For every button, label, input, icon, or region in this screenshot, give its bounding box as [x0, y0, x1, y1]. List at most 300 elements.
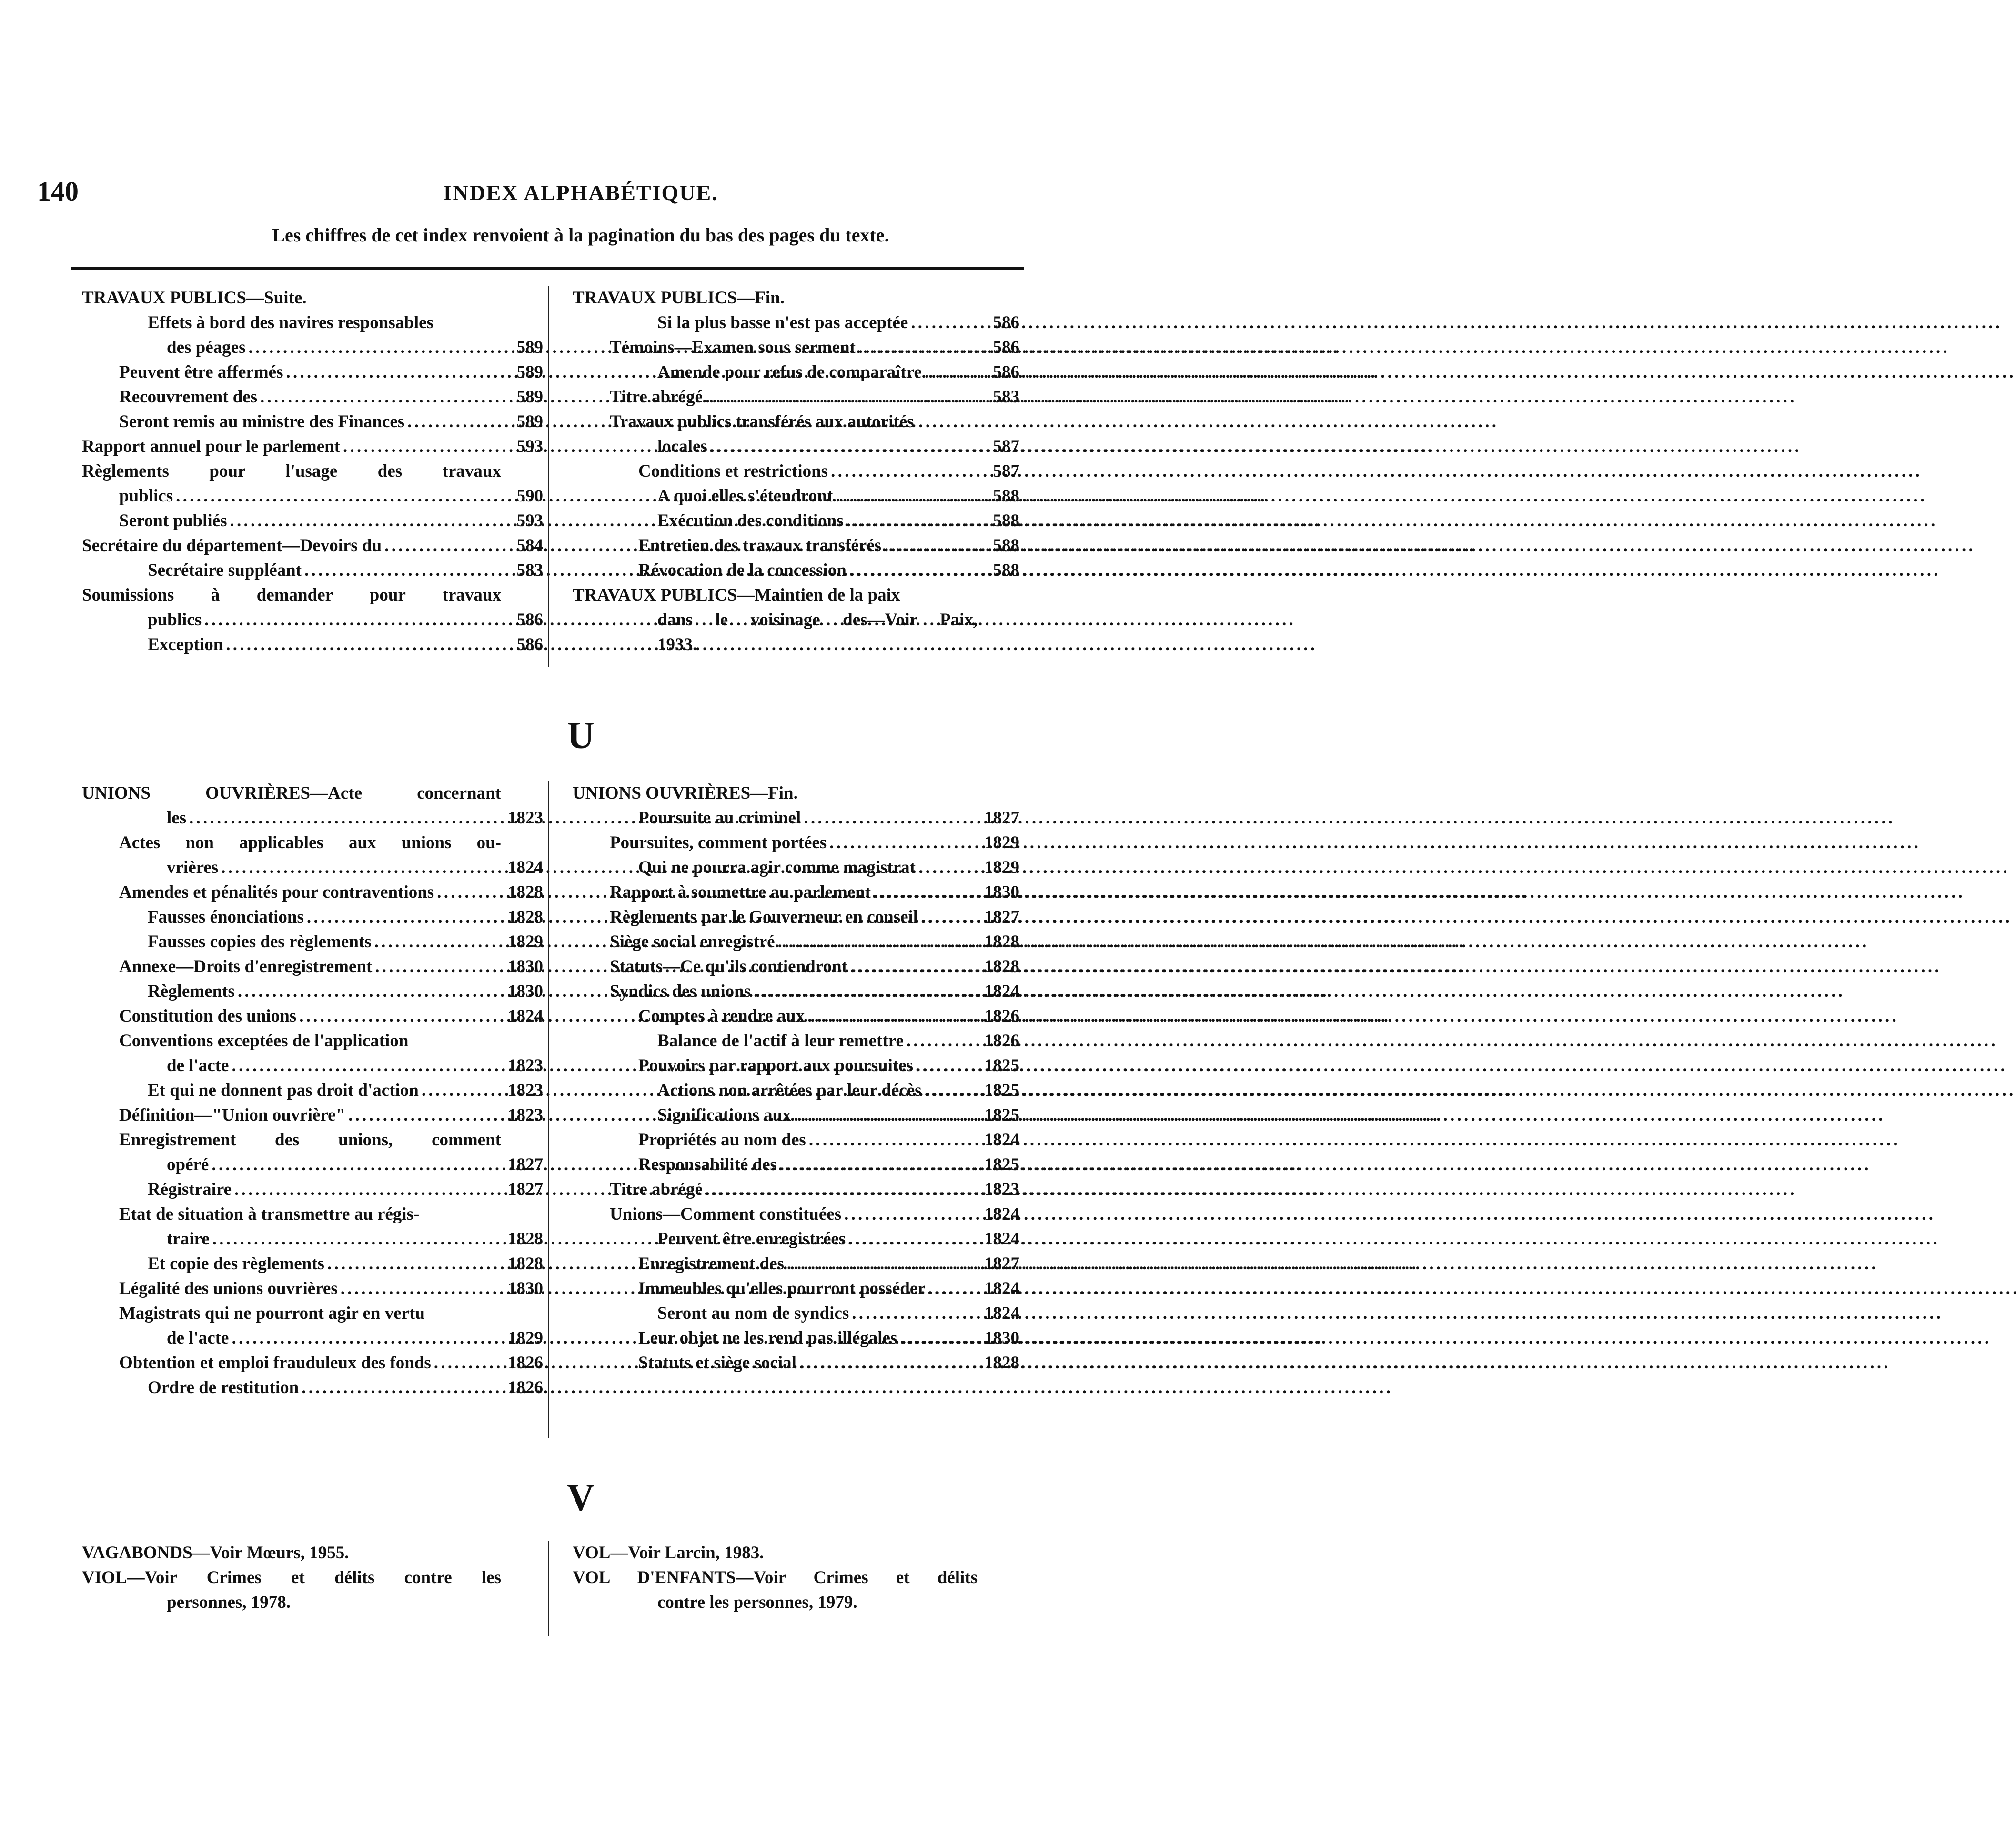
- entry-text: Fausses énonciations: [148, 907, 304, 927]
- entry-text: Propriétés au nom des: [638, 1130, 806, 1150]
- entry-text: Peuvent être enregistrées: [657, 1229, 846, 1249]
- index-entry: [71, 880, 543, 905]
- index-entry: [562, 533, 1019, 558]
- entry-text: de l'acte: [167, 1328, 229, 1348]
- entry-text: Enregistrement des unions, comment: [119, 1130, 501, 1150]
- index-entry: [562, 930, 1019, 954]
- dot-leader: [847, 509, 978, 533]
- dot-leader: [226, 632, 501, 657]
- dot-leader: [204, 608, 501, 632]
- entry-text: publics: [148, 610, 202, 630]
- entry-page-number: 1824: [984, 982, 1019, 1001]
- section-letter-u: U: [567, 715, 595, 757]
- dot-leader: [189, 806, 501, 831]
- entry-page-number: 1824: [508, 1006, 543, 1026]
- entry-text: Responsabilité des: [638, 1155, 777, 1174]
- index-entry: [562, 1565, 1019, 1590]
- dot-leader: [884, 533, 978, 558]
- index-entry: [71, 484, 543, 509]
- index-entry: [71, 558, 543, 583]
- index-entry: [71, 608, 543, 632]
- index-entry: [562, 1053, 1019, 1078]
- dot-leader: [754, 979, 978, 1004]
- index-entry: [71, 1004, 543, 1029]
- dot-leader: [434, 1351, 501, 1375]
- entry-text: Révocation de la concession: [638, 561, 847, 580]
- entry-page-number: 588: [993, 536, 1019, 555]
- entry-text: Unions—Comment constituées: [610, 1204, 842, 1224]
- dot-leader: [907, 1029, 978, 1053]
- entry-page-number: 589: [516, 387, 543, 407]
- index-entry: [71, 335, 543, 360]
- column-divider: [548, 1541, 549, 1636]
- index-entry: [562, 1227, 1019, 1252]
- entry-text: 1933.: [657, 635, 697, 654]
- dot-leader: [307, 905, 501, 930]
- v-right-column: [562, 1541, 1019, 1615]
- dot-leader: [850, 954, 978, 979]
- entry-text: Leur objet ne les rend pas illégales: [638, 1328, 897, 1348]
- entry-text: VOL D'ENFANTS—Voir Crimes et délits: [573, 1568, 978, 1587]
- index-entry: [562, 1326, 1019, 1351]
- entry-page-number: 1823: [984, 1180, 1019, 1199]
- dot-leader: [706, 385, 978, 410]
- entry-text: Constitution des unions: [119, 1006, 297, 1026]
- index-entry: [562, 1590, 1019, 1615]
- entry-text: Actes non applicables aux unions ou-: [119, 833, 501, 852]
- entry-page-number: 586: [993, 362, 1019, 382]
- entry-page-number: 1829: [984, 858, 1019, 877]
- entry-text: Règlements par le Gouverneur en conseil: [610, 907, 918, 927]
- entry-page-number: 589: [516, 412, 543, 431]
- dot-leader: [799, 1351, 978, 1375]
- index-entry: [71, 1128, 543, 1153]
- entry-text: Témoins—Examen sous serment: [610, 338, 856, 357]
- entry-page-number: 583: [993, 387, 1019, 407]
- dot-leader: [341, 1276, 501, 1301]
- index-entry: [562, 1029, 1019, 1053]
- entry-text: VAGABONDS—Voir Mœurs, 1955.: [82, 1543, 349, 1563]
- dot-leader: [848, 1227, 978, 1252]
- t-left-column: [71, 286, 543, 657]
- dot-leader: [238, 979, 501, 1004]
- entry-text: Légalité des unions ouvrières: [119, 1279, 338, 1298]
- dot-leader: [375, 954, 501, 979]
- index-entry: [71, 905, 543, 930]
- index-entry: [71, 781, 543, 806]
- entry-page-number: 589: [516, 362, 543, 382]
- entry-text: Secrétaire suppléant: [148, 561, 302, 580]
- entry-text: Obtention et emploi frauduleux des fonds: [119, 1353, 431, 1373]
- entry-page-number: 1824: [508, 858, 543, 877]
- index-entry: [71, 1103, 543, 1128]
- entry-text: Seront publiés: [119, 511, 227, 531]
- index-entry: [562, 608, 1019, 632]
- entry-text: Exécution des conditions: [657, 511, 844, 531]
- dot-leader: [348, 1103, 501, 1128]
- dot-leader: [232, 1326, 501, 1351]
- entry-page-number: 583: [516, 561, 543, 580]
- column-divider: [548, 781, 549, 1438]
- page-number: 140: [37, 176, 79, 207]
- dot-leader: [286, 360, 501, 385]
- entry-text: UNIONS OUVRIÈRES—Fin.: [573, 783, 798, 803]
- dot-leader: [437, 880, 501, 905]
- dot-leader: [804, 806, 978, 831]
- dot-leader: [852, 1301, 978, 1326]
- entry-page-number: 1829: [508, 932, 543, 952]
- entry-page-number: 588: [993, 561, 1019, 580]
- entry-text: Et copie des règlements: [148, 1254, 324, 1273]
- entry-page-number: 1828: [984, 932, 1019, 952]
- index-entry: [562, 410, 1019, 434]
- dot-leader: [780, 1153, 978, 1177]
- entry-page-number: 1826: [508, 1378, 543, 1397]
- index-entry: [562, 1153, 1019, 1177]
- entry-page-number: 586: [993, 338, 1019, 357]
- dot-leader: [260, 385, 501, 410]
- index-entry: [562, 583, 1019, 608]
- index-entry: [71, 1227, 543, 1252]
- entry-text: traire: [167, 1229, 210, 1249]
- entry-text: publics: [119, 486, 173, 506]
- dot-leader: [858, 335, 978, 360]
- dot-leader: [829, 831, 978, 855]
- entry-text: TRAVAUX PUBLICS—Maintien de la paix: [573, 585, 900, 605]
- dot-leader: [809, 1128, 978, 1153]
- entry-text: Titre abrégé: [610, 1180, 703, 1199]
- index-entry: [71, 360, 543, 385]
- u-right-column: [562, 781, 1019, 1375]
- dot-leader: [407, 410, 501, 434]
- entry-text: Entretien des travaux transférés: [638, 536, 882, 555]
- entry-text: Soumissions à demander pour travaux: [82, 585, 501, 605]
- entry-page-number: 1828: [508, 907, 543, 927]
- entry-page-number: 1827: [508, 1155, 543, 1174]
- entry-page-number: 1827: [984, 808, 1019, 828]
- v-left-column: [71, 1541, 543, 1615]
- entry-page-number: 590: [516, 486, 543, 506]
- entry-page-number: 586: [993, 313, 1019, 332]
- index-entry: [562, 1351, 1019, 1375]
- index-entry: [71, 1375, 543, 1400]
- dot-leader: [304, 558, 501, 583]
- entry-page-number: 1826: [508, 1353, 543, 1373]
- index-entry: [562, 1541, 1019, 1565]
- entry-text: Et qui ne donnent pas droit d'action: [148, 1081, 419, 1100]
- dot-leader: [710, 434, 978, 459]
- entry-text: Etat de situation à transmettre au régis-: [119, 1204, 420, 1224]
- entry-text: les: [167, 808, 187, 828]
- dot-leader: [807, 1004, 978, 1029]
- entry-text: Seront remis au ministre des Finances: [119, 412, 405, 431]
- entry-page-number: 1823: [508, 808, 543, 828]
- entry-page-number: 1824: [984, 1279, 1019, 1298]
- entry-page-number: 593: [516, 437, 543, 456]
- entry-text: Fausses copies des règlements: [148, 932, 372, 952]
- entry-page-number: 586: [516, 635, 543, 654]
- entry-page-number: 1827: [508, 1180, 543, 1199]
- index-entry: [71, 533, 543, 558]
- section-letter-v: V: [567, 1477, 595, 1519]
- dot-leader: [374, 930, 501, 954]
- entry-text: Statuts et siège social: [638, 1353, 796, 1373]
- index-entry: [71, 1202, 543, 1227]
- index-entry: [71, 1177, 543, 1202]
- index-note: Les chiffres de cet index renvoient à la pagination du bas des pages du texte.: [272, 224, 889, 246]
- index-entry: [71, 1252, 543, 1276]
- entry-text: UNIONS OUVRIÈRES—Acte concernant: [82, 783, 501, 803]
- index-entry: [562, 632, 1019, 657]
- index-entry: [562, 781, 1019, 806]
- index-entry: [71, 1078, 543, 1103]
- dot-leader: [831, 459, 978, 484]
- dot-leader: [900, 1326, 978, 1351]
- dot-leader: [911, 311, 978, 335]
- index-entry: [562, 1078, 1019, 1103]
- index-entry: [562, 286, 1019, 311]
- dot-leader: [384, 533, 501, 558]
- entry-text: Seront au nom de syndics: [657, 1304, 849, 1323]
- dot-leader: [248, 335, 501, 360]
- dot-leader: [918, 855, 978, 880]
- index-entry: [71, 1590, 543, 1615]
- dot-leader: [706, 1177, 978, 1202]
- entry-page-number: 1824: [984, 1204, 1019, 1224]
- index-entry: [71, 1276, 543, 1301]
- index-entry: [562, 1128, 1019, 1153]
- index-entry: [71, 410, 543, 434]
- entry-text: TRAVAUX PUBLICS—Fin.: [573, 288, 785, 308]
- entry-page-number: 1829: [984, 833, 1019, 852]
- index-entry: [562, 335, 1019, 360]
- dot-leader: [221, 855, 501, 880]
- entry-text: VIOL—Voir Crimes et délits contre les: [82, 1568, 501, 1587]
- entry-page-number: 586: [516, 610, 543, 630]
- index-entry: [71, 1541, 543, 1565]
- entry-page-number: 1826: [984, 1006, 1019, 1026]
- entry-text: de l'acte: [167, 1056, 229, 1075]
- t-right-column: [562, 286, 1019, 657]
- dot-leader: [212, 1153, 501, 1177]
- index-entry: [71, 831, 543, 855]
- entry-page-number: 1828: [508, 1254, 543, 1273]
- entry-text: Effets à bord des navires responsables: [148, 313, 433, 332]
- entry-page-number: 1830: [984, 882, 1019, 902]
- entry-text: Régistraire: [148, 1180, 232, 1199]
- dot-leader: [422, 1078, 501, 1103]
- entry-page-number: 1829: [508, 1328, 543, 1348]
- entry-text: Définition—"Union ouvrière": [119, 1105, 346, 1125]
- dot-leader: [343, 434, 501, 459]
- entry-page-number: 1826: [984, 1031, 1019, 1051]
- entry-text: Rapport annuel pour le parlement: [82, 437, 341, 456]
- entry-text: Titre abrégé: [610, 387, 703, 407]
- dot-leader: [925, 360, 978, 385]
- dot-leader: [212, 1227, 501, 1252]
- dot-leader: [299, 1004, 501, 1029]
- index-entry: [562, 855, 1019, 880]
- entry-text: Règlements: [148, 982, 235, 1001]
- index-entry: [71, 385, 543, 410]
- dot-leader: [230, 509, 501, 533]
- entry-text: Pouvoirs par rapport aux poursuites: [638, 1056, 913, 1075]
- entry-text: dans le voisinage des—Voir Paix,: [657, 610, 978, 630]
- index-entry: [71, 1351, 543, 1375]
- entry-text: Enregistrement des: [638, 1254, 784, 1273]
- entry-page-number: 587: [993, 437, 1019, 456]
- entry-text: Conventions exceptées de l'application: [119, 1031, 409, 1051]
- dot-leader: [327, 1252, 501, 1276]
- index-entry: [562, 1202, 1019, 1227]
- dot-leader: [916, 1053, 978, 1078]
- entry-page-number: 1828: [508, 1229, 543, 1249]
- index-entry: [562, 509, 1019, 533]
- entry-text: des péages: [167, 338, 246, 357]
- index-entry: [562, 979, 1019, 1004]
- entry-page-number: 1828: [984, 1353, 1019, 1373]
- entry-page-number: 1830: [508, 982, 543, 1001]
- index-entry: [562, 1301, 1019, 1326]
- entry-text: personnes, 1978.: [167, 1593, 291, 1612]
- index-entry: [562, 434, 1019, 459]
- entry-text: Syndics des unions: [610, 982, 751, 1001]
- index-entry: [562, 880, 1019, 905]
- index-entry: [562, 954, 1019, 979]
- entry-text: contre les personnes, 1979.: [657, 1593, 857, 1612]
- entry-page-number: 1825: [984, 1105, 1019, 1125]
- index-entry: [71, 1301, 543, 1326]
- entry-page-number: 1824: [984, 1130, 1019, 1150]
- dot-leader: [302, 1375, 501, 1400]
- entry-text: Amende pour refus de comparaître: [657, 362, 922, 382]
- index-entry: [71, 1029, 543, 1053]
- entry-text: Magistrats qui ne pourront agir en vertu: [119, 1304, 425, 1323]
- entry-page-number: 1823: [508, 1081, 543, 1100]
- entry-page-number: 1824: [984, 1229, 1019, 1249]
- entry-page-number: 1825: [984, 1155, 1019, 1174]
- entry-page-number: 1823: [508, 1056, 543, 1075]
- entry-page-number: 584: [516, 536, 543, 555]
- entry-text: Poursuite au criminel: [638, 808, 801, 828]
- running-head: INDEX ALPHABÉTIQUE.: [443, 180, 718, 205]
- entry-text: Qui ne pourra agir comme magistrat: [638, 858, 916, 877]
- index-entry: [71, 806, 543, 831]
- entry-text: Si la plus basse n'est pas acceptée: [657, 313, 908, 332]
- index-entry: [71, 459, 543, 484]
- index-entry: [71, 434, 543, 459]
- index-entry: [71, 583, 543, 608]
- entry-text: Conditions et restrictions: [638, 461, 828, 481]
- index-entry: [562, 558, 1019, 583]
- entry-page-number: 1823: [508, 1105, 543, 1125]
- index-entry: [71, 1326, 543, 1351]
- index-entry: [71, 954, 543, 979]
- entry-page-number: 1830: [508, 957, 543, 976]
- entry-text: Amendes et pénalités pour contraventions: [119, 882, 434, 902]
- index-entry: [562, 1177, 1019, 1202]
- entry-text: Secrétaire du département—Devoirs du: [82, 536, 382, 555]
- entry-text: Comptes à rendre aux: [638, 1006, 805, 1026]
- entry-text: Ordre de restitution: [148, 1378, 299, 1397]
- index-entry: [562, 484, 1019, 509]
- entry-text: TRAVAUX PUBLICS—Suite.: [82, 288, 307, 308]
- index-entry: [71, 1565, 543, 1590]
- index-entry: [71, 979, 543, 1004]
- header-rule: [71, 267, 1024, 270]
- index-entry: [71, 632, 543, 657]
- dot-leader: [925, 1078, 978, 1103]
- entry-text: Balance de l'actif à leur remettre: [657, 1031, 904, 1051]
- entry-text: Règlements pour l'usage des travaux: [82, 461, 501, 481]
- index-entry: [71, 930, 543, 954]
- entry-text: Rapport à soumettre au parlement: [610, 882, 871, 902]
- index-entry: [562, 459, 1019, 484]
- entry-text: locales: [657, 437, 707, 456]
- index-entry: [562, 385, 1019, 410]
- dot-leader: [232, 1053, 501, 1078]
- index-entry: [562, 311, 1019, 335]
- dot-leader: [836, 484, 978, 509]
- dot-leader: [921, 905, 978, 930]
- entry-text: Peuvent être affermés: [119, 362, 283, 382]
- entry-page-number: 1827: [984, 907, 1019, 927]
- entry-text: Significations aux: [657, 1105, 791, 1125]
- entry-page-number: 587: [993, 461, 1019, 481]
- entry-page-number: 593: [516, 511, 543, 531]
- entry-text: A quoi elles s'étendront: [657, 486, 833, 506]
- index-entry: [562, 1004, 1019, 1029]
- entry-page-number: 1825: [984, 1056, 1019, 1075]
- index-entry: [71, 509, 543, 533]
- index-entry: [562, 1276, 1019, 1301]
- dot-leader: [794, 1103, 978, 1128]
- dot-leader: [849, 558, 978, 583]
- entry-page-number: 1830: [508, 1279, 543, 1298]
- entry-text: Immeubles qu'elles pourront posséder: [638, 1279, 926, 1298]
- index-entry: [71, 286, 543, 311]
- entry-page-number: 1828: [508, 882, 543, 902]
- index-entry: [562, 806, 1019, 831]
- entry-text: VOL—Voir Larcin, 1983.: [573, 1543, 764, 1563]
- index-entry: [562, 905, 1019, 930]
- entry-text: Recouvrement des: [119, 387, 258, 407]
- entry-page-number: 588: [993, 511, 1019, 531]
- entry-page-number: 1827: [984, 1254, 1019, 1273]
- dot-leader: [176, 484, 501, 509]
- entry-text: Poursuites, comment portées: [610, 833, 827, 852]
- entry-text: vrières: [167, 858, 219, 877]
- index-entry: [562, 1103, 1019, 1128]
- index-entry: [562, 360, 1019, 385]
- entry-text: Exception: [148, 635, 223, 654]
- entry-page-number: 1830: [984, 1328, 1019, 1348]
- entry-page-number: 1825: [984, 1081, 1019, 1100]
- index-entry: [71, 1053, 543, 1078]
- index-entry: [562, 1252, 1019, 1276]
- entry-text: Actions non arrêtées par leur décès: [657, 1081, 922, 1100]
- index-entry: [71, 1153, 543, 1177]
- index-entry: [562, 831, 1019, 855]
- entry-page-number: 588: [993, 486, 1019, 506]
- u-left-column: [71, 781, 543, 1400]
- index-entry: [71, 855, 543, 880]
- entry-text: Statuts—Ce qu'ils contiendront: [610, 957, 847, 976]
- column-divider: [548, 286, 549, 667]
- dot-leader: [928, 1276, 978, 1301]
- entry-text: Annexe—Droits d'enregistrement: [119, 957, 373, 976]
- dot-leader: [778, 930, 978, 954]
